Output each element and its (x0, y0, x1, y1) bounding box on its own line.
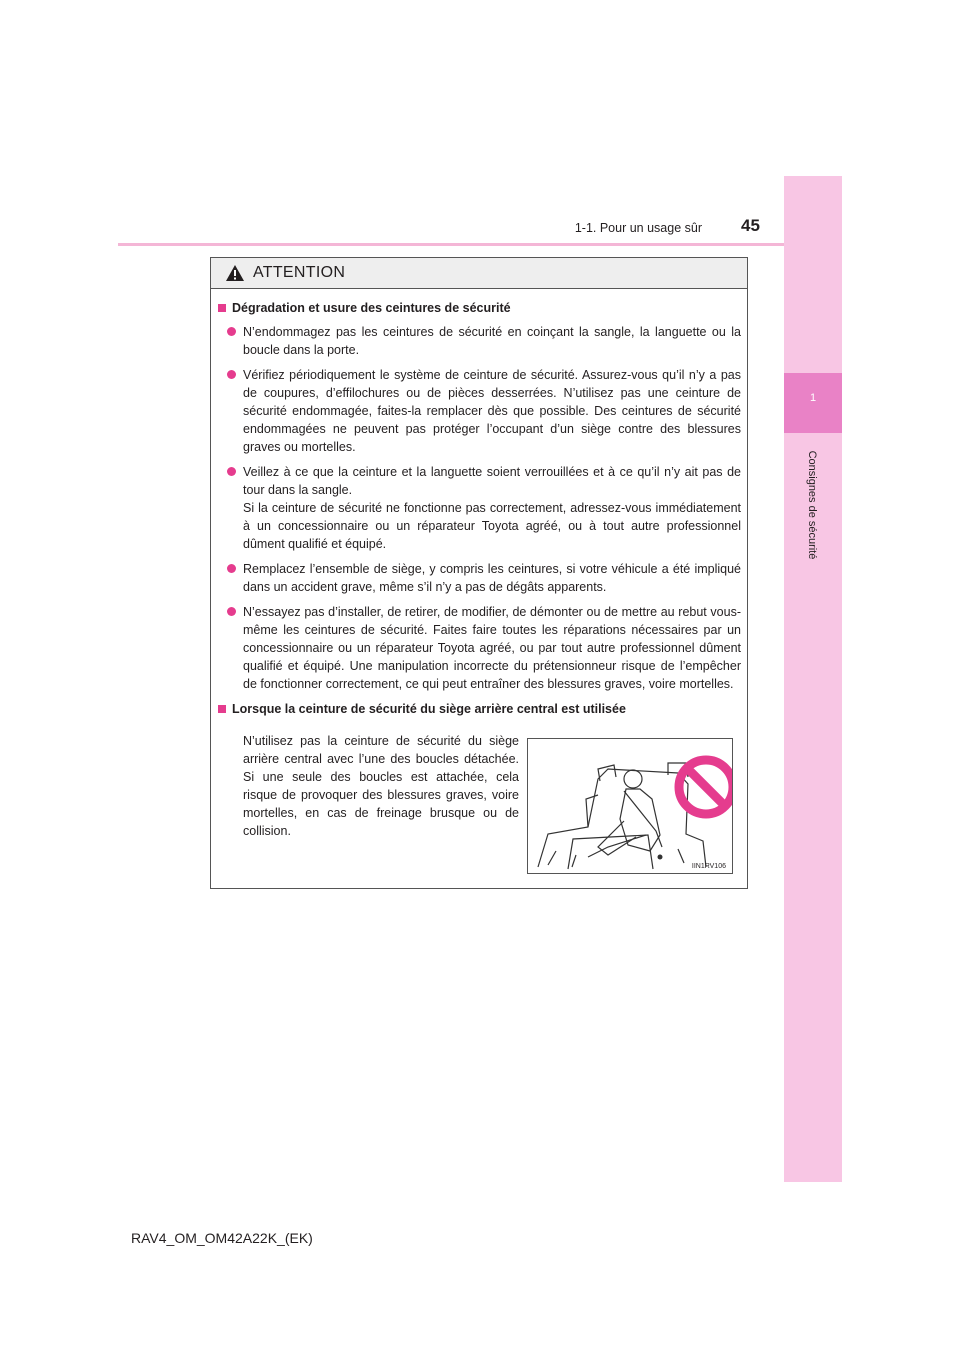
round-bullet-icon (227, 327, 236, 336)
attention-header (211, 258, 747, 289)
image-code: IIN1RV106 (691, 863, 726, 870)
section-title: 1-1. Pour un usage sûr (574, 221, 702, 235)
bullet-item (227, 603, 741, 693)
page-number: 45 (741, 216, 760, 235)
footer-model-code: RAV4_OM_OM42A22K_(EK) (131, 1230, 313, 1246)
round-bullet-icon (227, 564, 236, 573)
bullet-text: Remplacez l’ensemble de siège, y compris les ceintures, si votre véhicule a été impliqué dans un accident grave, même s’il n’y a pas de dégâts apparents. (243, 562, 741, 594)
topic-heading-text: Dégradation et usure des ceintures de sécurité (232, 301, 511, 315)
bullet-item (227, 323, 741, 359)
topic-heading (217, 700, 741, 718)
bullet-item (227, 463, 741, 553)
warning-icon (225, 264, 245, 282)
bullet-text: Vérifiez périodiquement le système de ceinture de sécurité. Assurez-vous qu’il n’y a pas de coupures, d’effilochures ou de pièces desserrées. N’utilisez pas une ceinture de sécurité endommagée, faites-la remplacer dès que possible. Des ceintures de sécurité endommagées ne peuvent pas protéger l’occupant d’un siège contre des blessures graves ou mortelles. (243, 368, 741, 454)
square-bullet-icon (218, 304, 226, 312)
header-rule (118, 243, 784, 246)
bullet-text: Veillez à ce que la ceinture et la languette soient verrouillées et à ce qu’il n’y ait pas de tour dans la sangle. (243, 465, 741, 497)
bullet-text: Si la ceinture de sécurité ne fonctionne pas correctement, adressez-vous immédiatement à un concessionnaire ou un réparateur Toyota agréé, ou à tout autre professionnel dûment qualifié et équipé. (243, 501, 741, 551)
chapter-title: Consignes de sécurité (806, 450, 818, 560)
rear-seat-illustration (527, 738, 733, 874)
topic-heading (217, 299, 741, 317)
bullet-item (227, 366, 741, 456)
attention-box (210, 257, 748, 889)
round-bullet-icon (227, 607, 236, 616)
chapter-tab-strip (784, 176, 842, 1182)
topic-heading-text: Lorsque la ceinture de sécurité du siège arrière central est utilisée (232, 702, 626, 716)
square-bullet-icon (218, 705, 226, 713)
round-bullet-icon (227, 370, 236, 379)
attention-title: ATTENTION (253, 264, 346, 281)
bullet-text: N’endommagez pas les ceintures de sécurité en coinçant la sangle, la languette ou la boucle dans la porte. (243, 325, 741, 357)
seat-belt-illustration (528, 739, 732, 873)
round-bullet-icon (227, 467, 236, 476)
bullet-item (227, 560, 741, 596)
bullet-text: N’essayez pas d’installer, de retirer, de modifier, de démonter ou de mettre au rebut vous-même les ceintures de sécurité. Faites faire toutes les réparations nécessaires par un concessionnaire ou un réparateur Toyota agréé, ou par tout autre professionnel dûment qualifié et équipé. Une manipulation incorrecte du prétensionneur risque de l’empêcher de fonctionner correctement, ce qui peut entraîner des blessures graves, voire mortelles. (243, 605, 741, 691)
chapter-number: 1 (809, 392, 817, 404)
rear-seat-text: N’utilisez pas la ceinture de sécurité du siège arrière central avec l’une des boucles détachée. Si une seule des boucles est attachée, cela risque de provoquer des blessures graves, voire mortelles, en cas de freinage brusque ou de collision. (243, 734, 519, 838)
